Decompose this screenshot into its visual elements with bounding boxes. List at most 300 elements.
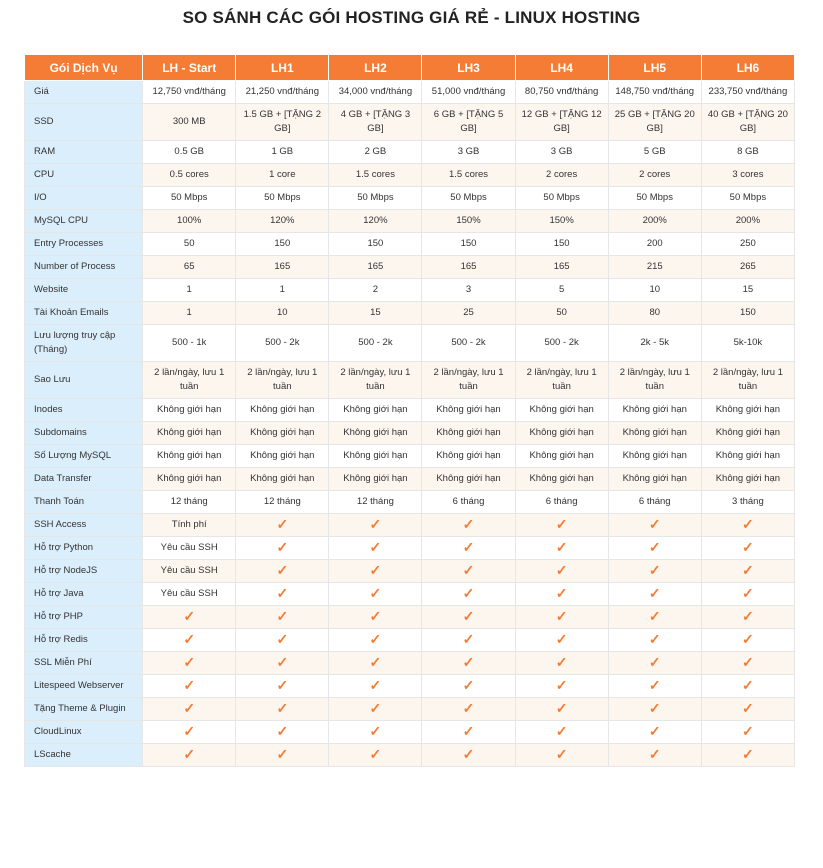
table-cell (701, 675, 794, 698)
table-cell (515, 537, 608, 560)
table-cell: Yêu cầu SSH (143, 583, 236, 606)
table-cell (422, 537, 515, 560)
checkmark-icon: ✓ (555, 653, 568, 670)
table-cell: Không giới hạn (329, 399, 422, 422)
table-cell (608, 514, 701, 537)
checkmark-icon: ✓ (462, 630, 475, 647)
checkmark-icon: ✓ (555, 676, 568, 693)
table-cell (608, 560, 701, 583)
table-cell (608, 629, 701, 652)
row-label: Hỗ trợ Python (25, 537, 143, 560)
table-cell (329, 629, 422, 652)
checkmark-icon: ✓ (276, 584, 289, 601)
row-label: Hỗ trợ PHP (25, 606, 143, 629)
table-cell: 12 tháng (329, 491, 422, 514)
table-cell (515, 675, 608, 698)
table-cell (608, 606, 701, 629)
checkmark-icon: ✓ (555, 561, 568, 578)
checkmark-icon: ✓ (369, 607, 382, 624)
table-cell: 12 tháng (143, 491, 236, 514)
row-label: LScache (25, 744, 143, 767)
table-cell: 12 tháng (236, 491, 329, 514)
table-cell: Không giới hạn (515, 399, 608, 422)
table-cell (422, 721, 515, 744)
table-cell: 300 MB (143, 104, 236, 141)
table-cell: Không giới hạn (422, 422, 515, 445)
table-row (25, 698, 795, 721)
table-cell: Không giới hạn (701, 422, 794, 445)
checkmark-icon: ✓ (555, 607, 568, 624)
table-row (25, 560, 795, 583)
table-row (25, 187, 795, 210)
row-label: RAM (25, 141, 143, 164)
checkmark-icon: ✓ (555, 515, 568, 532)
table-cell: 10 (236, 302, 329, 325)
table-cell: 0.5 GB (143, 141, 236, 164)
checkmark-icon: ✓ (276, 699, 289, 716)
table-cell: 2 cores (608, 164, 701, 187)
checkmark-icon: ✓ (648, 630, 661, 647)
table-cell: 233,750 vnđ/tháng (701, 81, 794, 104)
table-row (25, 445, 795, 468)
table-cell (515, 698, 608, 721)
checkmark-icon: ✓ (742, 630, 754, 647)
page-title: SO SÁNH CÁC GÓI HOSTING GIÁ RẺ - LINUX HOSTING (182, 8, 641, 27)
checkmark-icon: ✓ (742, 676, 754, 693)
checkmark-icon: ✓ (462, 722, 475, 739)
table-row (25, 583, 795, 606)
table-cell (422, 744, 515, 767)
table-cell: Không giới hạn (329, 468, 422, 491)
checkmark-icon: ✓ (369, 699, 382, 716)
table-row (25, 279, 795, 302)
table-cell: 40 GB + [TẶNG 20 GB] (701, 104, 794, 141)
table-cell: 50 Mbps (608, 187, 701, 210)
table-cell: 265 (701, 256, 794, 279)
row-label: Inodes (25, 399, 143, 422)
checkmark-icon: ✓ (462, 676, 475, 693)
row-label: Hỗ trợ NodeJS (25, 560, 143, 583)
table-cell: 100% (143, 210, 236, 233)
table-cell: 150 (422, 233, 515, 256)
table-cell (143, 721, 236, 744)
table-cell: 4 GB + [TẶNG 3 GB] (329, 104, 422, 141)
table-cell: 500 - 2k (515, 325, 608, 362)
table-cell (422, 514, 515, 537)
table-cell (608, 721, 701, 744)
checkmark-icon: ✓ (276, 676, 289, 693)
table-cell: 6 tháng (608, 491, 701, 514)
table-cell: 200 (608, 233, 701, 256)
table-row (25, 362, 795, 399)
table-cell: Không giới hạn (608, 445, 701, 468)
table-cell: 50 Mbps (515, 187, 608, 210)
row-label: Tài Khoản Emails (25, 302, 143, 325)
table-cell: 50 Mbps (236, 187, 329, 210)
table-cell: 2 (329, 279, 422, 302)
row-label: I/O (25, 187, 143, 210)
table-cell (608, 698, 701, 721)
table-cell (422, 652, 515, 675)
table-cell (329, 675, 422, 698)
table-cell: 2 lần/ngày, lưu 1 tuần (422, 362, 515, 399)
checkmark-icon: ✓ (369, 538, 382, 555)
table-cell: 1.5 GB + [TẶNG 2 GB] (236, 104, 329, 141)
table-cell: 5 GB (608, 141, 701, 164)
table-cell: 5k-10k (701, 325, 794, 362)
table-row (25, 104, 795, 141)
table-row (25, 141, 795, 164)
row-label: Sao Lưu (25, 362, 143, 399)
table-cell: Không giới hạn (701, 399, 794, 422)
table-row (25, 81, 795, 104)
table-cell (515, 652, 608, 675)
table-cell (143, 675, 236, 698)
table-cell (236, 583, 329, 606)
checkmark-icon: ✓ (276, 722, 289, 739)
table-cell: Không giới hạn (701, 468, 794, 491)
checkmark-icon: ✓ (555, 630, 568, 647)
table-cell (329, 560, 422, 583)
table-cell: 3 GB (422, 141, 515, 164)
table-cell: 150% (515, 210, 608, 233)
table-row (25, 256, 795, 279)
checkmark-icon: ✓ (462, 745, 475, 762)
table-cell (701, 652, 794, 675)
table-row (25, 629, 795, 652)
table-cell: Yêu cầu SSH (143, 560, 236, 583)
checkmark-icon: ✓ (742, 607, 754, 624)
table-cell: 2k - 5k (608, 325, 701, 362)
table-cell: 2 cores (515, 164, 608, 187)
table-cell (236, 698, 329, 721)
row-label: Subdomains (25, 422, 143, 445)
table-cell: 1 (143, 279, 236, 302)
table-cell: 200% (608, 210, 701, 233)
checkmark-icon: ✓ (648, 607, 661, 624)
checkmark-icon: ✓ (369, 561, 382, 578)
table-cell (701, 560, 794, 583)
table-row (25, 514, 795, 537)
row-label: Entry Processes (25, 233, 143, 256)
checkmark-icon: ✓ (369, 676, 382, 693)
checkmark-icon: ✓ (369, 653, 382, 670)
table-row (25, 491, 795, 514)
table-cell: 1.5 cores (329, 164, 422, 187)
table-cell (329, 652, 422, 675)
table-cell: 3 (422, 279, 515, 302)
header-plan: LH5 (608, 55, 701, 81)
table-cell: 1 GB (236, 141, 329, 164)
table-cell: 6 tháng (515, 491, 608, 514)
table-cell (236, 675, 329, 698)
checkmark-icon: ✓ (742, 745, 754, 762)
checkmark-icon: ✓ (183, 630, 196, 647)
table-cell: Không giới hạn (236, 422, 329, 445)
table-cell: Không giới hạn (515, 422, 608, 445)
table-row (25, 302, 795, 325)
header-plan: LH - Start (143, 55, 236, 81)
row-label: SSL Miễn Phí (25, 652, 143, 675)
checkmark-icon: ✓ (462, 699, 475, 716)
header-plan: LH1 (236, 55, 329, 81)
table-cell: Không giới hạn (422, 445, 515, 468)
checkmark-icon: ✓ (742, 538, 754, 555)
table-cell (422, 560, 515, 583)
row-label: Tặng Theme & Plugin (25, 698, 143, 721)
table-cell (329, 721, 422, 744)
table-cell: 5 (515, 279, 608, 302)
table-cell: 1.5 cores (422, 164, 515, 187)
table-cell: 10 (608, 279, 701, 302)
checkmark-icon: ✓ (183, 653, 196, 670)
table-cell: 50 Mbps (422, 187, 515, 210)
table-cell: 50 (143, 233, 236, 256)
table-cell: 500 - 2k (422, 325, 515, 362)
table-cell (701, 583, 794, 606)
table-cell: 0.5 cores (143, 164, 236, 187)
table-cell (608, 537, 701, 560)
row-label: MySQL CPU (25, 210, 143, 233)
table-cell: 2 lần/ngày, lưu 1 tuần (329, 362, 422, 399)
table-row (25, 164, 795, 187)
checkmark-icon: ✓ (648, 699, 661, 716)
table-cell: Không giới hạn (515, 445, 608, 468)
row-label: Number of Process (25, 256, 143, 279)
checkmark-icon: ✓ (742, 653, 754, 670)
table-cell: 250 (701, 233, 794, 256)
table-cell: 2 lần/ngày, lưu 1 tuần (701, 362, 794, 399)
checkmark-icon: ✓ (555, 722, 568, 739)
table-cell (515, 583, 608, 606)
checkmark-icon: ✓ (648, 722, 661, 739)
table-cell: 80,750 vnđ/tháng (515, 81, 608, 104)
table-cell (143, 698, 236, 721)
table-cell: 34,000 vnđ/tháng (329, 81, 422, 104)
table-cell: Không giới hạn (515, 468, 608, 491)
row-label: SSH Access (25, 514, 143, 537)
table-cell: 148,750 vnđ/tháng (608, 81, 701, 104)
table-cell: Không giới hạn (329, 445, 422, 468)
checkmark-icon: ✓ (183, 676, 196, 693)
table-cell (329, 583, 422, 606)
table-cell (515, 606, 608, 629)
checkmark-icon: ✓ (648, 515, 661, 532)
table-row (25, 468, 795, 491)
table-cell: 150% (422, 210, 515, 233)
checkmark-icon: ✓ (369, 630, 382, 647)
checkmark-icon: ✓ (742, 584, 754, 601)
table-row (25, 744, 795, 767)
table-cell: Không giới hạn (701, 445, 794, 468)
table-cell: 8 GB (701, 141, 794, 164)
table-cell: 1 core (236, 164, 329, 187)
table-cell (236, 652, 329, 675)
row-label: Thanh Toán (25, 491, 143, 514)
checkmark-icon: ✓ (369, 722, 382, 739)
table-cell: Không giới hạn (329, 422, 422, 445)
table-cell: 21,250 vnđ/tháng (236, 81, 329, 104)
table-cell: 200% (701, 210, 794, 233)
table-cell: 3 tháng (701, 491, 794, 514)
row-label: Hỗ trợ Java (25, 583, 143, 606)
table-cell (236, 514, 329, 537)
table-cell (329, 514, 422, 537)
table-cell (608, 583, 701, 606)
table-cell (701, 744, 794, 767)
table-cell: 2 GB (329, 141, 422, 164)
table-cell: Không giới hạn (236, 468, 329, 491)
checkmark-icon: ✓ (462, 538, 475, 555)
table-cell (701, 537, 794, 560)
table-cell (329, 698, 422, 721)
table-cell: Không giới hạn (236, 399, 329, 422)
table-cell (236, 744, 329, 767)
table-cell (608, 652, 701, 675)
table-cell: 1 (236, 279, 329, 302)
table-cell: Không giới hạn (422, 468, 515, 491)
table-cell (236, 629, 329, 652)
table-cell (515, 629, 608, 652)
table-cell: 165 (515, 256, 608, 279)
table-cell: 15 (701, 279, 794, 302)
checkmark-icon: ✓ (462, 607, 475, 624)
checkmark-icon: ✓ (183, 699, 196, 716)
row-label: Lưu lượng truy cập (Tháng) (25, 325, 143, 362)
table-cell (143, 629, 236, 652)
checkmark-icon: ✓ (555, 538, 568, 555)
table-row (25, 721, 795, 744)
checkmark-icon: ✓ (276, 561, 289, 578)
table-cell: 50 Mbps (143, 187, 236, 210)
checkmark-icon: ✓ (276, 607, 289, 624)
table-cell (422, 698, 515, 721)
row-label: Hỗ trợ Redis (25, 629, 143, 652)
checkmark-icon: ✓ (369, 584, 382, 601)
table-cell (422, 675, 515, 698)
checkmark-icon: ✓ (276, 745, 289, 762)
table-cell (329, 537, 422, 560)
table-cell (701, 698, 794, 721)
table-cell: 150 (515, 233, 608, 256)
table-cell (608, 744, 701, 767)
table-row (25, 537, 795, 560)
table-row (25, 675, 795, 698)
table-cell: Yêu cầu SSH (143, 537, 236, 560)
header-plan: LH2 (329, 55, 422, 81)
row-label: CPU (25, 164, 143, 187)
table-cell: 500 - 2k (329, 325, 422, 362)
table-cell: 25 (422, 302, 515, 325)
table-cell: Không giới hạn (236, 445, 329, 468)
table-cell: Không giới hạn (143, 468, 236, 491)
row-label: Website (25, 279, 143, 302)
table-cell (701, 514, 794, 537)
table-cell: 165 (329, 256, 422, 279)
table-cell (515, 560, 608, 583)
table-cell (701, 629, 794, 652)
checkmark-icon: ✓ (648, 653, 661, 670)
checkmark-icon: ✓ (183, 607, 196, 624)
table-row (25, 233, 795, 256)
table-cell: 51,000 vnđ/tháng (422, 81, 515, 104)
checkmark-icon: ✓ (742, 699, 754, 716)
table-cell: 500 - 1k (143, 325, 236, 362)
header-plan: LH3 (422, 55, 515, 81)
checkmark-icon: ✓ (276, 653, 289, 670)
row-label: Data Transfer (25, 468, 143, 491)
row-label: Số Lượng MySQL (25, 445, 143, 468)
checkmark-icon: ✓ (369, 515, 382, 532)
table-cell (329, 606, 422, 629)
table-cell: 2 lần/ngày, lưu 1 tuần (143, 362, 236, 399)
checkmark-icon: ✓ (183, 745, 196, 762)
table-cell (701, 606, 794, 629)
table-cell: 15 (329, 302, 422, 325)
checkmark-icon: ✓ (742, 515, 754, 532)
table-cell: 3 GB (515, 141, 608, 164)
table-cell: Tính phí (143, 514, 236, 537)
checkmark-icon: ✓ (648, 676, 661, 693)
table-cell (701, 721, 794, 744)
checkmark-icon: ✓ (555, 584, 568, 601)
table-cell: 2 lần/ngày, lưu 1 tuần (608, 362, 701, 399)
checkmark-icon: ✓ (648, 538, 661, 555)
table-cell (236, 721, 329, 744)
table-cell (515, 744, 608, 767)
row-label: SSD (25, 104, 143, 141)
row-label: Litespeed Webserver (25, 675, 143, 698)
checkmark-icon: ✓ (648, 584, 661, 601)
checkmark-icon: ✓ (462, 515, 475, 532)
checkmark-icon: ✓ (276, 630, 289, 647)
table-cell: 50 Mbps (701, 187, 794, 210)
table-row (25, 652, 795, 675)
table-row (25, 606, 795, 629)
checkmark-icon: ✓ (462, 653, 475, 670)
table-cell (515, 721, 608, 744)
checkmark-icon: ✓ (648, 745, 661, 762)
table-row (25, 422, 795, 445)
checkmark-icon: ✓ (462, 561, 475, 578)
table-cell: 6 tháng (422, 491, 515, 514)
table-body (25, 81, 795, 767)
table-cell: 165 (422, 256, 515, 279)
table-cell: 12,750 vnđ/tháng (143, 81, 236, 104)
table-cell: 215 (608, 256, 701, 279)
header-row (25, 55, 795, 81)
table-cell: 500 - 2k (236, 325, 329, 362)
table-cell (236, 537, 329, 560)
checkmark-icon: ✓ (183, 722, 196, 739)
table-cell: 80 (608, 302, 701, 325)
table-cell: 50 Mbps (329, 187, 422, 210)
table-cell: 120% (329, 210, 422, 233)
table-cell: 65 (143, 256, 236, 279)
table-cell: 2 lần/ngày, lưu 1 tuần (515, 362, 608, 399)
table-cell: 120% (236, 210, 329, 233)
table-cell: 150 (329, 233, 422, 256)
table-cell: Không giới hạn (143, 422, 236, 445)
table-cell (236, 606, 329, 629)
row-label: Giá (25, 81, 143, 104)
table-cell: Không giới hạn (608, 399, 701, 422)
table-cell (236, 560, 329, 583)
table-row (25, 399, 795, 422)
header-service: Gói Dịch Vụ (25, 55, 143, 81)
table-cell (143, 744, 236, 767)
table-cell (329, 744, 422, 767)
